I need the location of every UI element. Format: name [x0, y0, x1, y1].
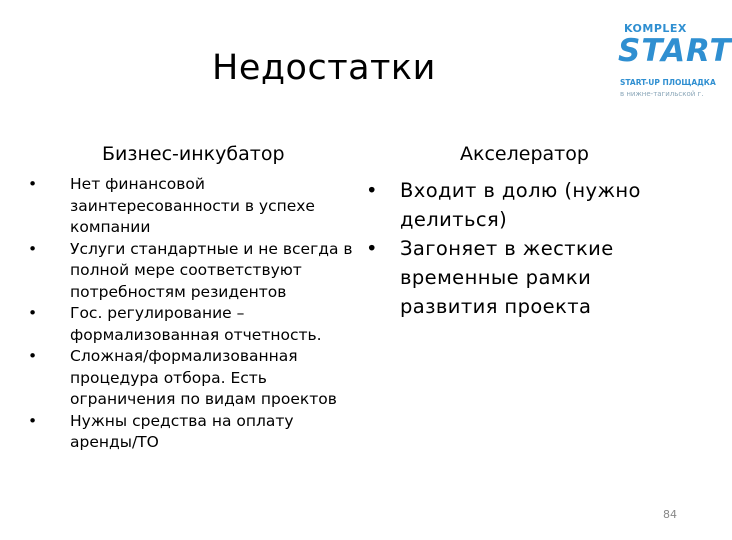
list-item-text: Загоняет в жесткие временные рамки развития проекта	[400, 237, 614, 318]
slide-title: Недостатки	[212, 48, 436, 88]
list-item	[28, 411, 358, 454]
logo-subtitle: START-UP ПЛОЩАДКА	[620, 78, 716, 87]
list-item	[28, 174, 358, 239]
list-item	[366, 176, 666, 234]
list-item-text: Сложная/формализованная процедура отбора. Есть ограничения по видам проектов	[70, 347, 337, 408]
list-item-text: Услуги стандартные и не всегда в полной мере соответствуют потребностям резидентов	[70, 239, 353, 301]
bullet-icon: •	[366, 179, 378, 202]
bullet-icon: •	[366, 237, 378, 260]
bullet-icon: •	[28, 411, 38, 430]
list-item-text: Нет финансовой заинтересованности в успехе компании	[70, 175, 315, 236]
logo-top-text: KOMPLEX	[624, 22, 687, 35]
list-item	[28, 239, 358, 304]
left-column-heading: Бизнес-инкубатор	[102, 143, 285, 165]
right-column-heading: Акселератор	[460, 143, 589, 165]
list-item-text: Нужны средства на оплату аренды/ТО	[70, 411, 294, 451]
right-column-list	[366, 176, 666, 321]
bullet-icon: •	[28, 239, 38, 258]
list-item-text: Входит в долю (нужно делиться)	[400, 179, 641, 231]
logo-main-text: START	[618, 33, 732, 69]
list-item	[366, 234, 666, 321]
bullet-icon: •	[28, 347, 38, 365]
logo-subtitle-2: в нижне-тагильской г.	[620, 90, 704, 98]
komplex-start-logo	[616, 22, 732, 106]
list-item-text: Гос. регулирование – формализованная отчетность.	[70, 304, 322, 344]
page-number: 84	[663, 508, 677, 521]
bullet-icon: •	[28, 304, 38, 322]
bullet-icon: •	[28, 175, 38, 193]
left-column-list	[28, 174, 358, 454]
list-item	[28, 303, 358, 346]
list-item	[28, 346, 358, 411]
